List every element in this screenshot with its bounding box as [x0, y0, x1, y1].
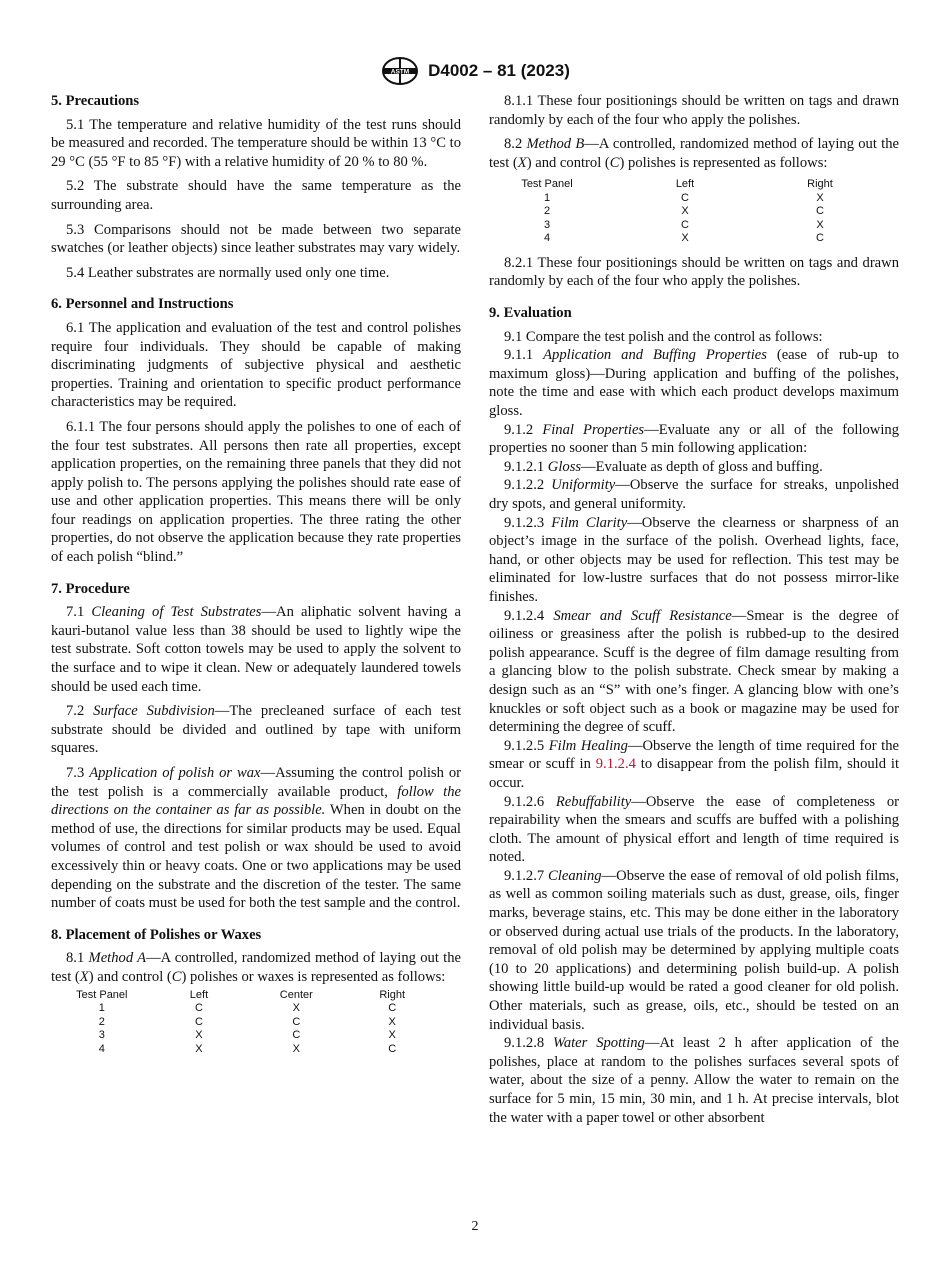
- table-header: Test Panel: [521, 178, 573, 191]
- paragraph: 5.2 The substrate should have the same temperature as the surrounding area.: [51, 178, 461, 213]
- paragraph: 6.1 The application and evaluation of the test and control polishes require four individuals. They should be capable of making discriminating judgments of subjective physical and aesthetic properties. Training and orientation to specific product performance characteristics may be required.: [51, 319, 461, 411]
- table-cell: X: [195, 1042, 203, 1055]
- table-header: Right: [807, 178, 833, 191]
- paragraph: 5.1 The temperature and relative humidity of the test runs should be measured and recorded. The temperature should be within 13 °C to 29 °C (55 °F to 85 °F) with a relative humidity of 20 % to 80 %.: [51, 116, 461, 170]
- paragraph: 9.1.2.6 Rebuffability—Observe the ease of completeness or repairability when the smears and scuffs are buffed with a polishing cloth. The amount of physical effort and length of time required is noted.: [489, 793, 899, 866]
- section-heading: 8. Placement of Polishes or Waxes: [51, 926, 262, 943]
- placement-table-method-b: [519, 178, 845, 246]
- table-row: [519, 232, 845, 246]
- table-cell: C: [388, 1042, 397, 1055]
- table-cell: C: [292, 1015, 301, 1028]
- table-header: Test Panel: [76, 988, 128, 1001]
- table-row: [519, 205, 845, 219]
- table-row: [75, 1016, 461, 1030]
- table-cell: 3: [98, 1029, 105, 1042]
- section-7: [51, 580, 461, 913]
- paragraph: 9.1.2.8 Water Spotting—At least 2 h after application of the polishes, place at random to the polishes surfaces several spots of water, about the size of a penny. Allow the water to remain on the surface for 5 min, 15 min, 30 min, and 1 h. At precise intervals, blot the water with a paper towel or other absorbent: [489, 1035, 899, 1126]
- paragraph: 5.3 Comparisons should not be made between two separate swatches (or leather objects) since leather substrates may vary widely.: [51, 221, 461, 257]
- table-cell: X: [816, 191, 824, 204]
- table-cell: C: [194, 1002, 203, 1015]
- paragraph: 9.1.1 Application and Buffing Properties (ease of rub-up to maximum gloss)—During application and buffing of the polishes, note the time and ease with which each product develops maximum gloss.: [489, 347, 900, 420]
- table-cell: C: [292, 1029, 301, 1042]
- paragraph: 8.1 Method A—A controlled, randomized method of laying out the test (X) and control (C) polishes or waxes is represented as follows:: [51, 950, 462, 985]
- paragraph: 5.4 Leather substrates are normally used only one time.: [66, 264, 390, 281]
- page-header: [0, 56, 950, 86]
- section-6: [51, 295, 461, 566]
- table-cell: C: [816, 232, 824, 245]
- table-row: [75, 1029, 461, 1043]
- paragraph: 9.1.2.7 Cleaning—Observe the ease of removal of old polish films, as well as common soiling materials such as dust, grease, oils, finger marks, beverage stains, etc. This may be done either in the laboratory or observed during actual use trials of the products. In the laboratory, removal of old polish may be determined by applying multiple coats (10 to 20 applications) and determining polish build-up. A polish showing little build-up would be rated a good cleaner for old polish. Other materials, such as grease, oils, etc., should be tested on an individual basis.: [489, 867, 900, 1033]
- table-cell: X: [816, 218, 824, 231]
- table-header: Center: [279, 988, 313, 1001]
- paragraph: 6.1.1 The four persons should apply the polishes to one of each of the four test substrates. All persons then rate all properties, except application properties, on the remaining three panels that they did not apply polish to. The persons applying the polishes should rate ease of use and other application properties. This means there will be only four readings on application properties. The three rating the other properties, do not observe the application because they rate properties of each polish “blind.”: [51, 418, 461, 566]
- section-heading: 7. Procedure: [51, 580, 130, 597]
- table-header-row: [75, 989, 461, 1003]
- table-cell: C: [194, 1015, 203, 1028]
- paragraph: 8.1.1 These four positionings should be written on tags and drawn randomly by each of the four who apply the polishes.: [489, 93, 899, 128]
- table-header-row: [519, 178, 845, 192]
- table-cell: 2: [543, 205, 551, 218]
- table-cell: C: [681, 218, 689, 231]
- table-cell: C: [816, 205, 824, 218]
- table-cell: 1: [543, 191, 551, 204]
- table-cell: 2: [98, 1015, 105, 1028]
- table-cell: X: [681, 232, 689, 245]
- table-cell: X: [292, 1002, 300, 1015]
- paragraph: 9.1.2.2 Uniformity—Observe the surface for streaks, unpolished dry spots, and general uniformity.: [489, 477, 899, 512]
- paragraph: 9.1.2.4 Smear and Scuff Resistance—Smear is the degree of oiliness or greasiness after the polish is rubbed-up to the desired polish appearance. Scuff is the degree of film damage resulting from a glancing blow to the polish substrate. Check smear by making a design such as an “S” with one’s finger. A glancing blow with one’s knuckles or soft object such as a book or magazine may be used for determining the degree of scuff.: [489, 607, 899, 736]
- table-cell: 3: [543, 218, 551, 231]
- section-heading: 9. Evaluation: [489, 305, 572, 322]
- table-header: Right: [379, 988, 406, 1001]
- section-heading: 5. Precautions: [51, 93, 140, 109]
- paragraph: 9.1.2.3 Film Clarity—Observe the clearness or sharpness of an object’s image in the surface of the polish. Overhead lights, face, hand, or other objects may be used for reflection. This test may be eliminated for low-lustre surfaces that do not possess mirror-like finishes.: [489, 514, 899, 605]
- table-header: Left: [189, 988, 209, 1001]
- left-column: [51, 92, 461, 1064]
- paragraph: 7.3 Application of polish or wax—Assuming the control polish or the test polish is a commercially available product, follow the directions on the container as far as possible. When in doubt on the method of use, the directions for similar products may be used. Equal volumes of control and test polish or wax should be used to avoid excessively thin or heavy coats. One or two applications may be used depending on the substrate and the discretion of the tester. The same number of coats must be used for both the test sample and the control.: [51, 765, 462, 912]
- paragraph: 7.1 Cleaning of Test Substrates—An aliphatic solvent having a kauri-butanol value less than 38 should be used to lightly wipe the test substrate. Soft cotton towels may be used to apply the solvent to the surface and to wipe it clean. New or adequately laundered towels should be used each time.: [51, 604, 462, 695]
- table-cell: C: [681, 191, 689, 204]
- table-cell: X: [292, 1042, 300, 1055]
- section-heading: 6. Personnel and Instructions: [51, 296, 234, 313]
- table-cell: X: [681, 205, 689, 218]
- table-cell: X: [388, 1015, 396, 1028]
- table-row: [75, 1002, 461, 1016]
- cross-reference-link[interactable]: 9.1.2.4: [595, 756, 636, 773]
- table-row: [75, 1043, 461, 1057]
- paragraph: 9.1.2.1 Gloss—Evaluate as depth of gloss and buffing.: [504, 458, 823, 475]
- paragraph: 9.1.2.5 Film Healing—Observe the length of time required for the smear or scuff in 9.1.2.4 to disappear from the polish film, should it occur.: [489, 737, 899, 791]
- table-header: Left: [675, 178, 695, 191]
- paragraph: 9.1.2 Final Properties—Evaluate any or all of the following properties no sooner than 5 min following application:: [489, 421, 899, 457]
- paragraph: 7.2 Surface Subdivision—The precleaned surface of each test substrate should be divided and outlined by tape with uniform squares.: [51, 703, 461, 757]
- table-cell: 4: [543, 232, 551, 245]
- section-8: [51, 926, 461, 1056]
- paragraph: 8.2.1 These four positionings should be written on tags and drawn randomly by each of the four who apply the polishes.: [489, 254, 899, 290]
- astm-logo: [380, 56, 420, 86]
- section-5: [51, 92, 461, 282]
- standard-designation: D4002 – 81 (2023): [428, 61, 570, 80]
- paragraph: 8.2 Method B—A controlled, randomized method of laying out the test (X) and control (C) polishes is represented as follows:: [489, 136, 899, 171]
- paragraph: 9.1 Compare the test polish and the control as follows:: [504, 328, 823, 345]
- table-cell: X: [195, 1029, 203, 1042]
- table-cell: X: [388, 1029, 396, 1042]
- table-cell: C: [388, 1002, 397, 1015]
- section-9: [489, 304, 899, 1127]
- placement-table-method-a: [75, 989, 461, 1057]
- table-cell: 1: [98, 1002, 105, 1015]
- right-column: [489, 92, 899, 1127]
- page-number: 2: [471, 1219, 479, 1234]
- table-cell: 4: [98, 1042, 105, 1055]
- svg-text:ASTM: ASTM: [390, 68, 410, 76]
- table-row: [519, 192, 845, 206]
- table-row: [519, 219, 845, 233]
